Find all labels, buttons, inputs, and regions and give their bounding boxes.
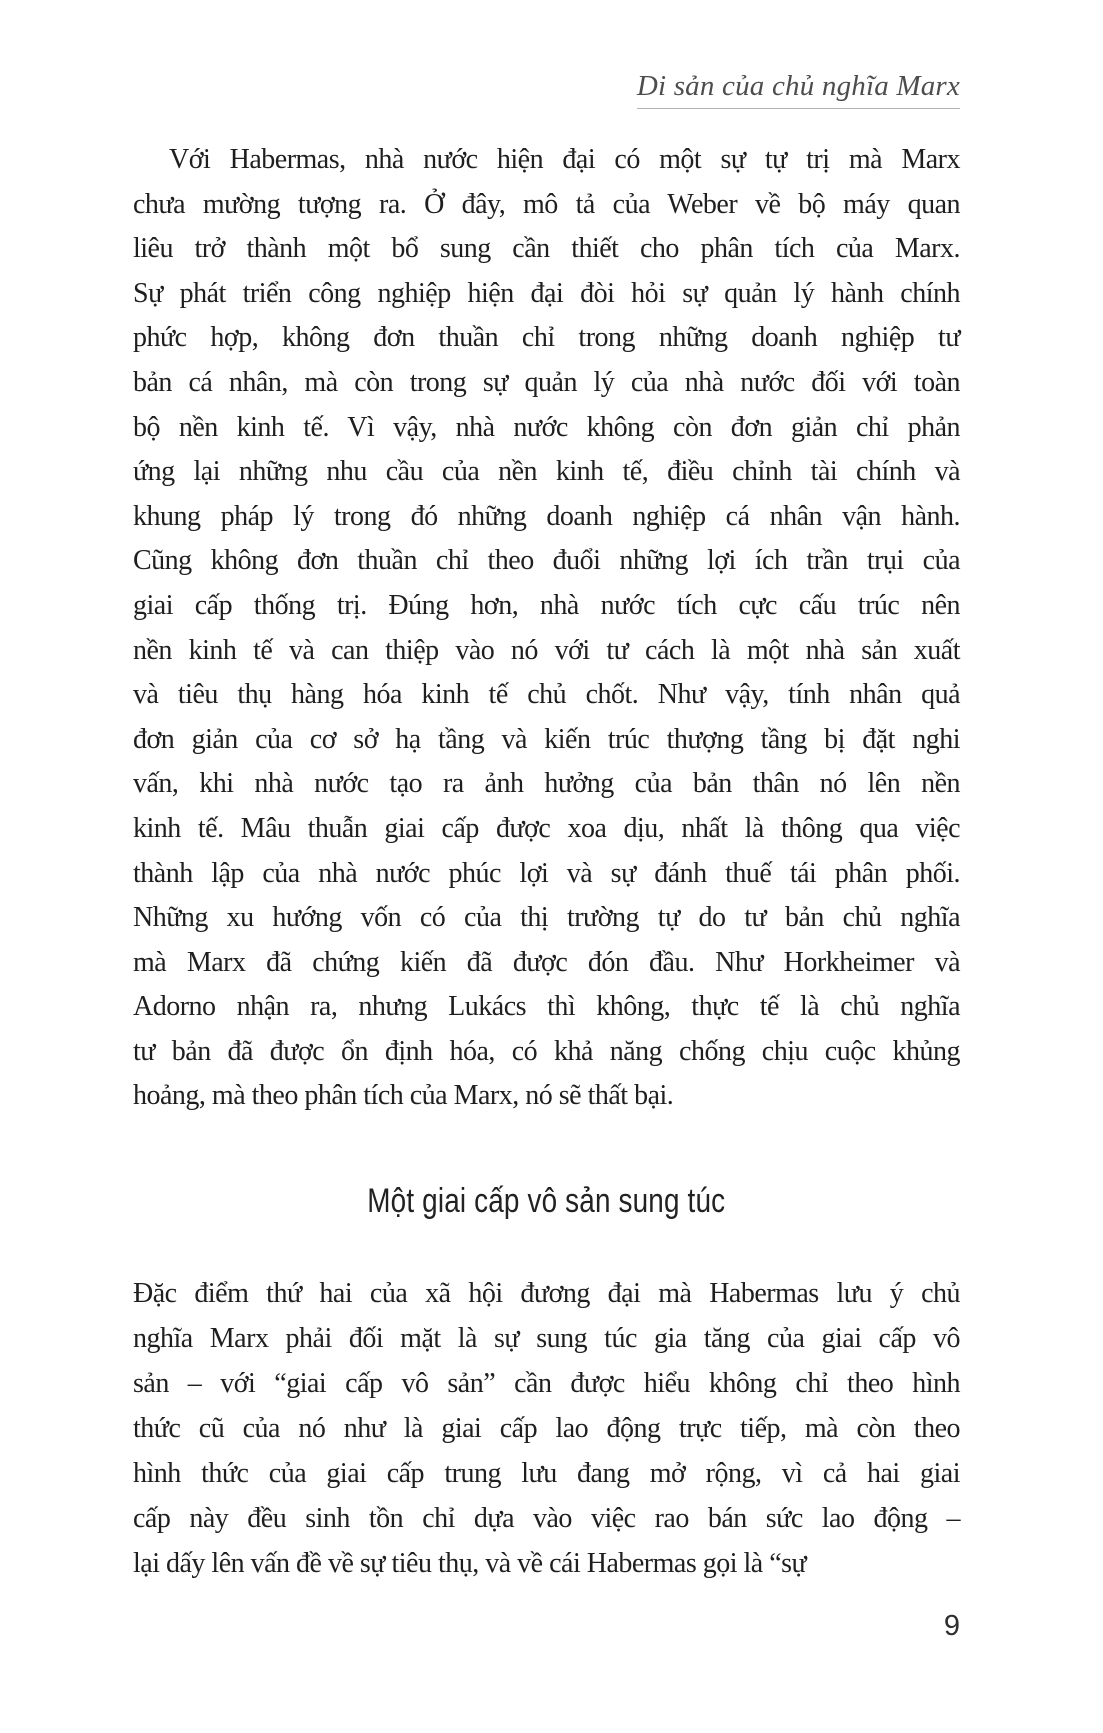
body-column	[133, 138, 960, 1586]
text-line: Với Habermas, nhà nước hiện đại có một sự tự trị mà Marx	[169, 144, 960, 175]
text-line: bản cá nhân, mà còn trong sự quản lý của nhà nước đối với toàn	[133, 366, 960, 398]
text-line: vấn, khi nhà nước tạo ra ảnh hưởng của bản thân nó lên nền	[133, 768, 960, 800]
text-line: lại dấy lên vấn đề về sự tiêu thụ, và về cái Habermas gọi là “sự	[133, 1548, 807, 1580]
text-line: Adorno nhận ra, nhưng Lukács thì không, thực tế là chủ nghĩa	[133, 991, 960, 1023]
text-line: nền kinh tế và can thiệp vào nó với tư cách là một nhà sản xuất	[133, 634, 960, 666]
text-line: kinh tế. Mâu thuẫn giai cấp được xoa dịu, nhất là thông qua việc	[133, 812, 960, 844]
text-line: Những xu hướng vốn có của thị trường tự do tư bản chủ nghĩa	[133, 902, 960, 934]
section-heading-row	[133, 1179, 960, 1223]
text-line: cấp này đều sinh tồn chỉ dựa vào việc rao bán sức lao động –	[133, 1503, 960, 1535]
text-line: Đặc điểm thứ hai của xã hội đương đại mà Habermas lưu ý chủ	[133, 1278, 960, 1310]
section-heading: Một giai cấp vô sản sung túc	[367, 1182, 726, 1221]
text-line: thức cũ của nó như là giai cấp lao động trực tiếp, mà còn theo	[133, 1413, 960, 1445]
text-line: ứng lại những nhu cầu của nền kinh tế, điều chỉnh tài chính và	[133, 456, 960, 488]
body-paragraph-1	[133, 138, 960, 1119]
body-paragraph-2	[133, 1271, 960, 1586]
text-line: liêu trở thành một bổ sung cần thiết cho phân tích của Marx.	[133, 233, 960, 265]
text-line: mà Marx đã chứng kiến đã được đón đầu. Như Horkheimer và	[133, 946, 960, 978]
text-line: hình thức của giai cấp trung lưu đang mở rộng, vì cả hai giai	[133, 1458, 960, 1490]
text-line: nghĩa Marx phải đối mặt là sự sung túc gia tăng của giai cấp vô	[133, 1323, 960, 1355]
page-number: 9	[943, 1610, 960, 1642]
text-line: Cũng không đơn thuần chỉ theo đuổi những lợi ích trần trụi của	[133, 545, 960, 577]
text-line: chưa mường tượng ra. Ở đây, mô tả của Weber về bộ máy quan	[133, 188, 960, 220]
text-line: và tiêu thụ hàng hóa kinh tế chủ chốt. Như vậy, tính nhân quả	[133, 679, 960, 711]
text-line: Sự phát triển công nghiệp hiện đại đòi hỏi sự quản lý hành chính	[133, 277, 960, 309]
text-line: sản – với “giai cấp vô sản” cần được hiểu không chỉ theo hình	[133, 1368, 960, 1400]
text-line: phức hợp, không đơn thuần chỉ trong những doanh nghiệp tư	[133, 322, 960, 354]
text-line: khung pháp lý trong đó những doanh nghiệp cá nhân vận hành.	[133, 500, 960, 532]
text-line: đơn giản của cơ sở hạ tầng và kiến trúc thượng tầng bị đặt nghi	[133, 723, 960, 755]
running-header: Di sản của chủ nghĩa Marx	[637, 70, 960, 109]
text-line: thành lập của nhà nước phúc lợi và sự đánh thuế tái phân phối.	[133, 857, 960, 889]
text-line: tư bản đã được ổn định hóa, có khả năng chống chịu cuộc khủng	[133, 1035, 960, 1067]
text-line: giai cấp thống trị. Đúng hơn, nhà nước tích cực cấu trúc nên	[133, 589, 960, 621]
text-line: hoảng, mà theo phân tích của Marx, nó sẽ thất bại.	[133, 1080, 674, 1112]
text-line: bộ nền kinh tế. Vì vậy, nhà nước không còn đơn giản chỉ phản	[133, 411, 960, 443]
